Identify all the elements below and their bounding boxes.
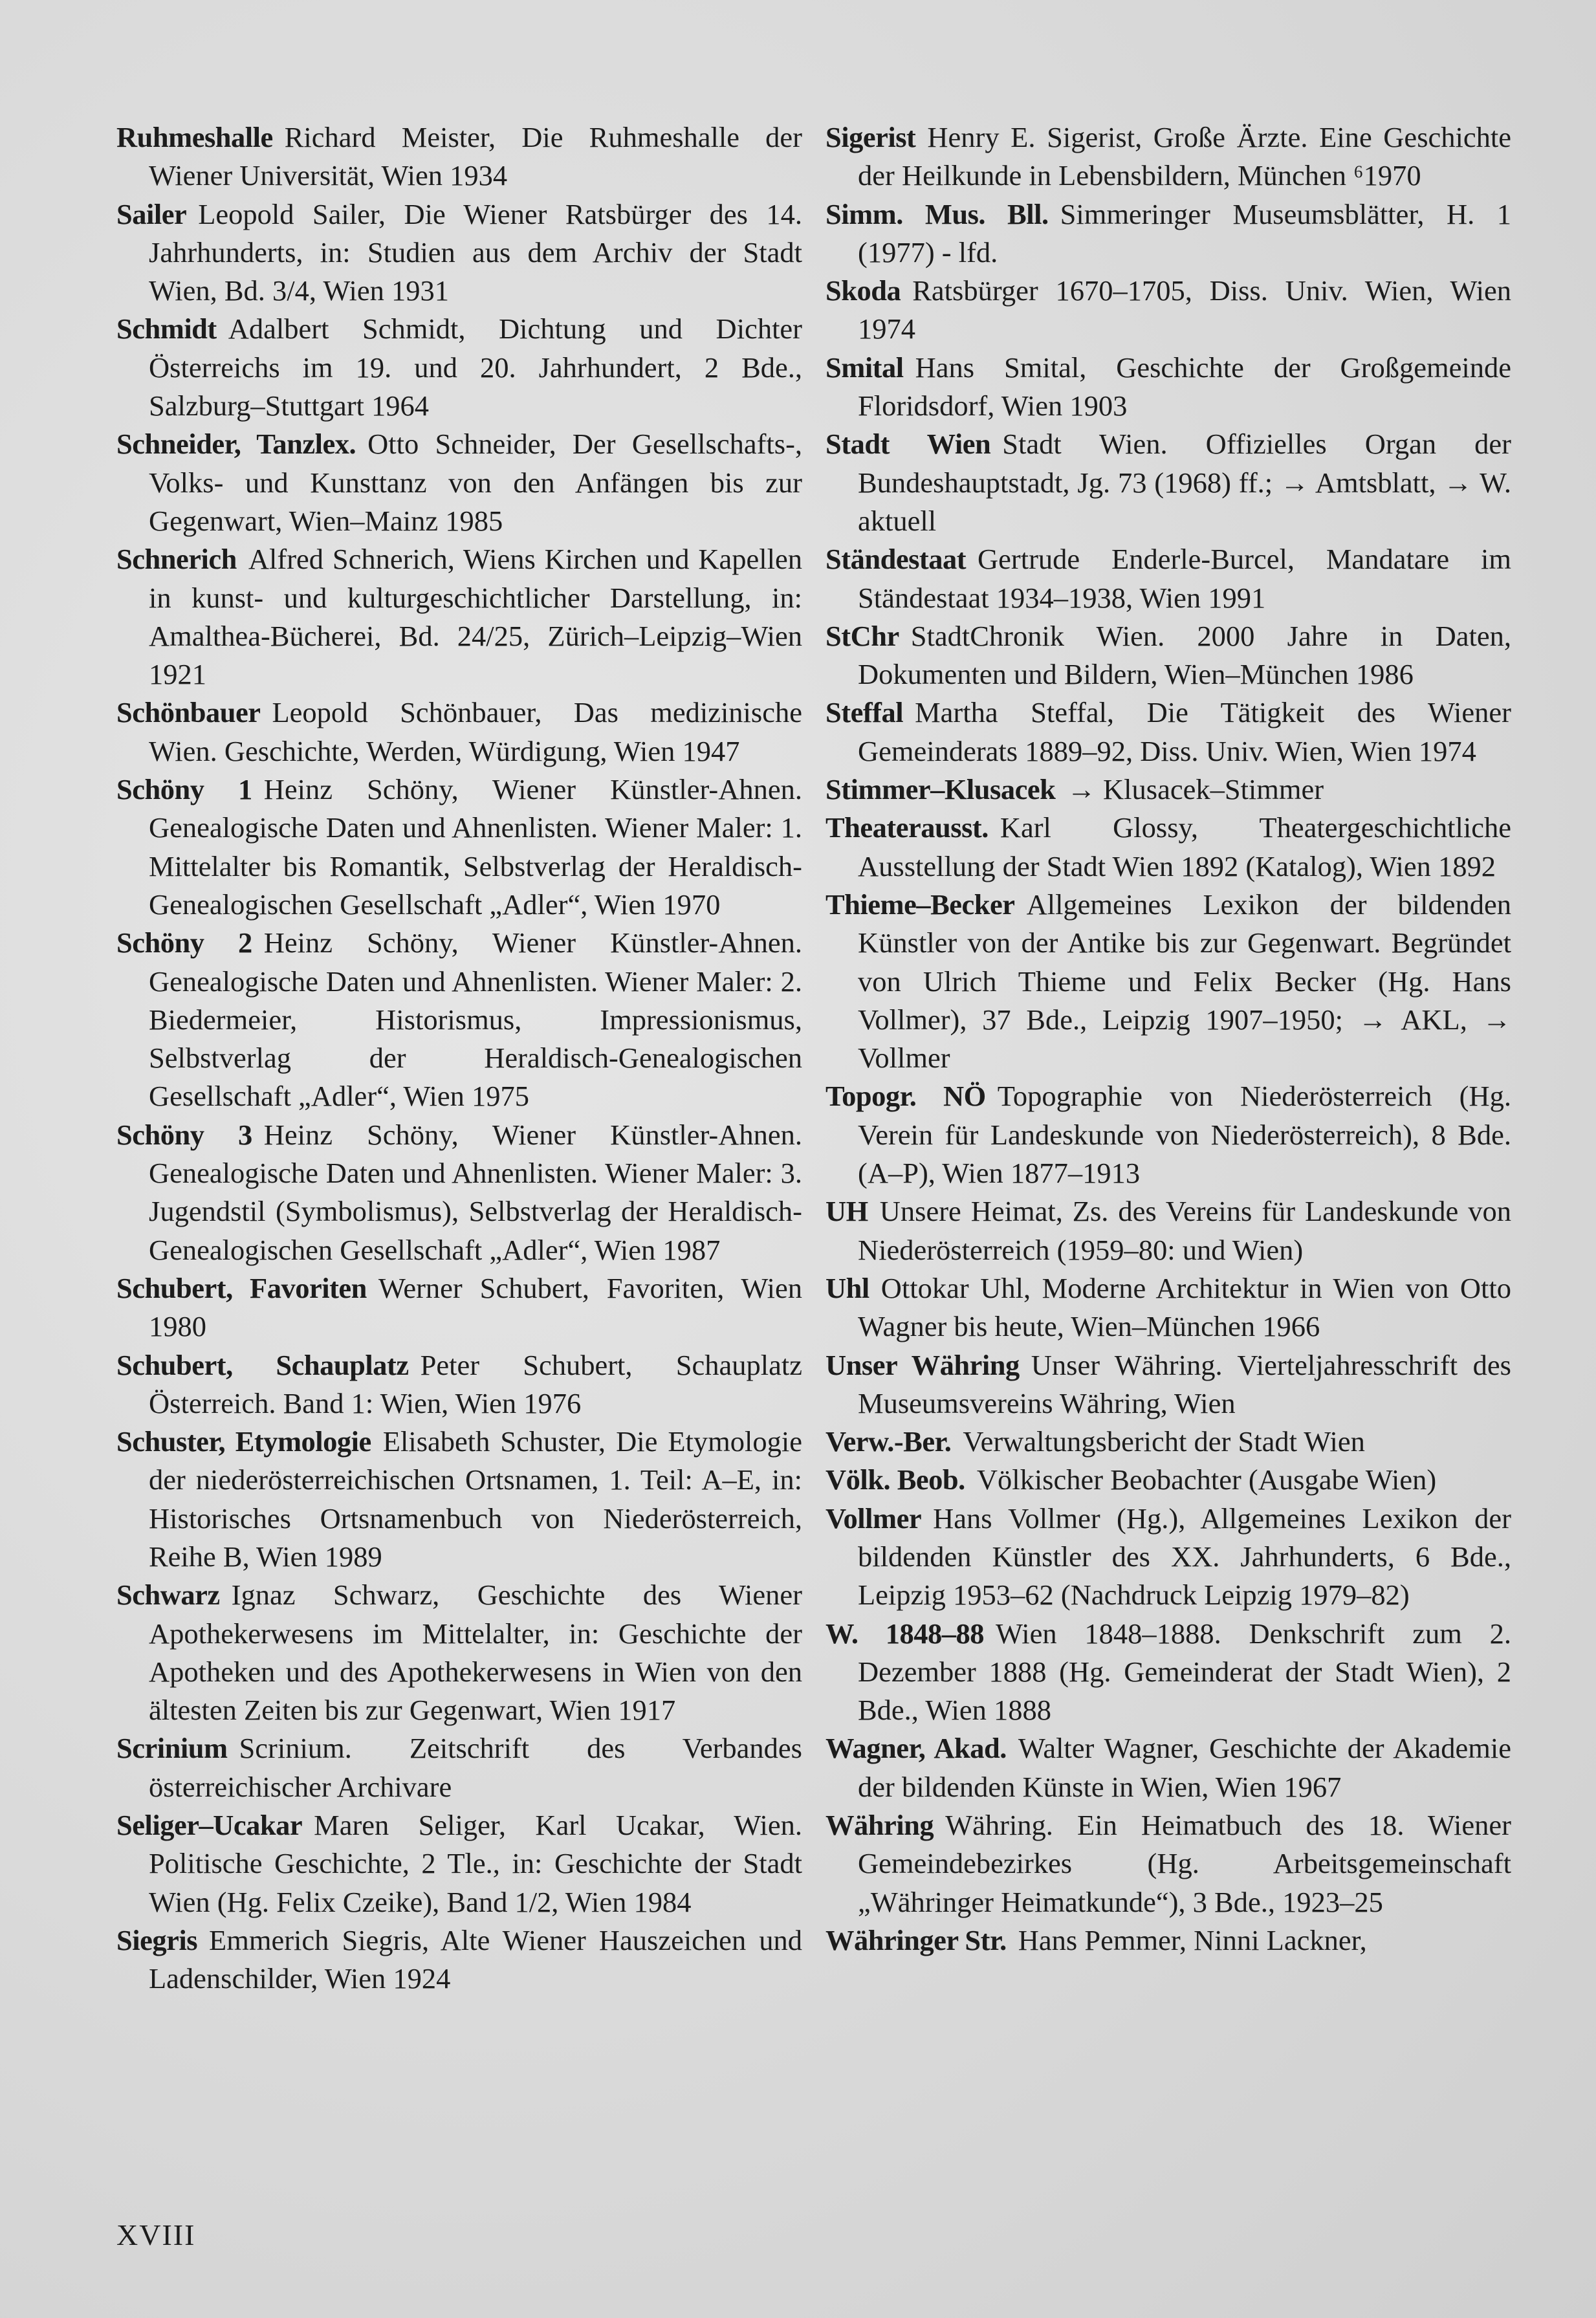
entry-text: Henry E. Sigerist, Große Ärzte. Eine Geschichte der Heilkunde in Lebensbildern, München ⁶1970: [858, 121, 1511, 192]
entry-abbreviation: Sigerist: [825, 121, 916, 153]
bibliography-entry: [825, 118, 1511, 195]
bibliography-entry: [825, 1423, 1511, 1461]
entry-text: Ottokar Uhl, Moderne Architektur in Wien von Otto Wagner bis heute, Wien–München 1966: [858, 1271, 1511, 1343]
entry-text: Elisabeth Schuster, Die Etymologie der niederösterreichischen Ortsnamen, 1. Teil: A–E, in: Historisches Ortsnamenbuch von Niederösterreich, Reihe B, Wien 1989: [149, 1425, 802, 1573]
bibliography-entry: [116, 1423, 802, 1576]
bibliography-entry: [116, 1116, 802, 1269]
bibliography-entry: [116, 118, 802, 195]
entry-text: Völkischer Beobachter (Ausgabe Wien): [976, 1463, 1437, 1496]
entry-text: Richard Meister, Die Ruhmeshalle der Wiener Universität, Wien 1934: [149, 121, 802, 192]
bibliography-entry: [116, 1921, 802, 1998]
bibliography-entry: [116, 924, 802, 1115]
entry-abbreviation: Scrinium: [116, 1732, 228, 1765]
entry-text: Unser Währing. Vierteljahresschrift des Museumsvereins Währing, Wien: [858, 1348, 1512, 1419]
entry-text: Unsere Heimat, Zs. des Vereins für Landeskunde von Niederösterreich (1959–80: und Wien): [858, 1195, 1511, 1266]
entry-text: StadtChronik Wien. 2000 Jahre in Daten, Dokumenten und Bildern, Wien–München 1986: [858, 619, 1511, 691]
entry-abbreviation: Währing: [825, 1809, 934, 1842]
entry-abbreviation: Wagner, Akad.: [825, 1732, 1007, 1765]
bibliography-entry: [825, 425, 1511, 540]
entry-abbreviation: Topogr. NÖ: [825, 1080, 986, 1113]
bibliography-entry: [825, 771, 1511, 809]
bibliography-entry: [825, 1346, 1511, 1423]
entry-text: Hans Smital, Geschichte der Großgemeinde Floridsdorf, Wien 1903: [858, 351, 1511, 422]
entry-abbreviation: W. 1848–88: [825, 1617, 985, 1650]
bibliography-entry: [825, 617, 1511, 694]
bibliography-entry: [825, 349, 1511, 426]
entry-abbreviation: Simm. Mus. Bll.: [825, 197, 1049, 230]
entry-text: Walter Wagner, Geschichte der Akademie der bildenden Künste in Wien, Wien 1967: [858, 1732, 1512, 1803]
entry-abbreviation: Schnerich: [116, 543, 237, 576]
bibliography-entry: [116, 694, 802, 771]
entry-abbreviation: Schöny 3: [116, 1118, 252, 1151]
entry-text: Währing. Ein Heimatbuch des 18. Wiener Gemeindebezirkes (Hg. Arbeitsgemeinschaft „Währinger Heimatkunde“), 3 Bde., 1923–25: [858, 1809, 1511, 1918]
entry-abbreviation: Schneider, Tanzlex.: [116, 428, 356, 461]
bibliography-entry: [825, 195, 1511, 272]
bibliography-entry: [825, 1729, 1511, 1806]
entry-abbreviation: StChr: [825, 619, 899, 652]
entry-abbreviation: UH: [825, 1195, 868, 1228]
entry-text: Emmerich Siegris, Alte Wiener Hauszeichen und Ladenschilder, Wien 1924: [149, 1923, 802, 1995]
entry-text: Maren Seliger, Karl Ucakar, Wien. Politische Geschichte, 2 Tle., in: Geschichte der Stadt Wien (Hg. Felix Czeike), Band 1/2, Wien 1984: [149, 1809, 802, 1918]
entry-text: Verwaltungsbericht der Stadt Wien: [963, 1425, 1365, 1458]
entry-abbreviation: Uhl: [825, 1271, 869, 1304]
bibliography-entry: [825, 1500, 1511, 1615]
entry-text: Allgemeines Lexikon der bildenden Künstler von der Antike bis zur Gegenwart. Begründet von Ulrich Thieme und Felix Becker (Hg. Hans Vollmer), 37 Bde., Leipzig 1907–1950; → AKL, → Vollmer: [858, 888, 1511, 1075]
entry-text: Otto Schneider, Der Gesellschafts-, Volks- und Kunsttanz von den Anfängen bis zur Gegenwart, Wien–Mainz 1985: [149, 428, 803, 537]
entry-abbreviation: Ruhmeshalle: [116, 121, 273, 153]
bibliography-entry: [116, 771, 802, 924]
bibliography-entry: [825, 1921, 1511, 1960]
entry-abbreviation: Verw.-Ber.: [825, 1425, 952, 1458]
bibliography-entry: [116, 1729, 802, 1806]
entry-abbreviation: Schubert, Favoriten: [116, 1271, 367, 1304]
entry-abbreviation: Schöny 2: [116, 926, 252, 959]
entry-text: Peter Schubert, Schauplatz Österreich. Band 1: Wien, Wien 1976: [149, 1348, 802, 1419]
entry-text: Heinz Schöny, Wiener Künstler-Ahnen. Genealogische Daten und Ahnenlisten. Wiener Maler: 1. Mittelalter bis Romantik, Selbstverlag der Heraldisch-Genealogischen Gesellschaft „Adler“, Wien 1970: [149, 773, 803, 921]
entry-text: Heinz Schöny, Wiener Künstler-Ahnen. Genealogische Daten und Ahnenlisten. Wiener Maler: 3. Jugendstil (Symbolismus), Selbstverlag der Heraldisch-Genealogischen Gesellschaft „Adler“, Wien 1987: [149, 1118, 803, 1266]
bibliography-entry: [116, 540, 802, 694]
entry-text: Martha Steffal, Die Tätigkeit des Wiener Gemeinderats 1889–92, Diss. Univ. Wien, Wien 1974: [858, 696, 1511, 767]
bibliography-entry: [825, 1806, 1511, 1921]
entry-text: → Klusacek–Stimmer: [1067, 773, 1324, 806]
entry-abbreviation: Theaterausst.: [825, 811, 989, 844]
entry-abbreviation: Stimmer–Klusacek: [825, 773, 1056, 806]
entry-abbreviation: Stadt Wien: [825, 428, 991, 461]
left-column: [116, 118, 802, 1998]
entry-abbreviation: Währinger Str.: [825, 1923, 1007, 1956]
bibliography-entry: [116, 1806, 802, 1921]
entry-text: Leopold Sailer, Die Wiener Ratsbürger des 14. Jahrhunderts, in: Studien aus dem Archiv der Stadt Wien, Bd. 3/4, Wien 1931: [149, 197, 802, 307]
entry-text: Topographie von Niederösterreich (Hg. Verein für Landeskunde von Niederösterreich), 8 Bde. (A–P), Wien 1877–1913: [858, 1080, 1511, 1190]
entry-text: Hans Pemmer, Ninni Lackner,: [1018, 1923, 1367, 1956]
entry-text: Wien 1848–1888. Denkschrift zum 2. Dezember 1888 (Hg. Gemeinderat der Stadt Wien), 2 Bde., Wien 1888: [858, 1617, 1511, 1727]
entry-abbreviation: Smital: [825, 351, 904, 384]
entry-text: Leopold Schönbauer, Das medizinische Wien. Geschichte, Werden, Würdigung, Wien 1947: [149, 696, 802, 767]
bibliography-entry: [825, 1269, 1511, 1346]
right-column: [825, 118, 1511, 1960]
entry-text: Karl Glossy, Theatergeschichtliche Ausstellung der Stadt Wien 1892 (Katalog), Wien 1892: [858, 811, 1511, 882]
entry-abbreviation: Schönbauer: [116, 696, 261, 729]
bibliography-entry: [825, 272, 1511, 349]
entry-text: Gertrude Enderle-Burcel, Mandatare im Ständestaat 1934–1938, Wien 1991: [858, 543, 1511, 614]
entry-abbreviation: Vollmer: [825, 1502, 922, 1535]
entry-abbreviation: Schmidt: [116, 312, 217, 345]
entry-abbreviation: Schöny 1: [116, 773, 252, 806]
entry-abbreviation: Steffal: [825, 696, 904, 729]
entry-text: Ratsbürger 1670–1705, Diss. Univ. Wien, Wien 1974: [858, 274, 1511, 345]
entry-abbreviation: Völk. Beob.: [825, 1463, 965, 1496]
entry-abbreviation: Sailer: [116, 197, 187, 230]
entry-text: Ignaz Schwarz, Geschichte des Wiener Apothekerwesens im Mittelalter, in: Geschichte der Apotheken und des Apothekerwesens in Wien von den ältesten Zeiten bis zur Gegenwart, Wien 1917: [149, 1579, 802, 1727]
bibliography-entry: [825, 886, 1511, 1077]
entry-abbreviation: Schuster, Etymologie: [116, 1425, 371, 1458]
entry-text: Alfred Schnerich, Wiens Kirchen und Kapellen in kunst- und kulturgeschichtlicher Darstellung, in: Amalthea-Bücherei, Bd. 24/25, Zürich–Leipzig–Wien 1921: [149, 543, 802, 691]
entry-text: Adalbert Schmidt, Dichtung und Dichter Österreichs im 19. und 20. Jahrhundert, 2 Bde., Salzburg–Stuttgart 1964: [149, 312, 802, 422]
entry-abbreviation: Thieme–Becker: [825, 888, 1015, 921]
bibliography-entry: [116, 1269, 802, 1346]
bibliography-entry: [825, 1192, 1511, 1269]
entry-abbreviation: Seliger–Ucakar: [116, 1809, 303, 1842]
bibliography-entry: [116, 195, 802, 311]
page-number: XVIII: [116, 2218, 196, 2251]
entry-abbreviation: Siegris: [116, 1923, 198, 1956]
entry-text: Werner Schubert, Favoriten, Wien 1980: [149, 1271, 803, 1343]
entry-abbreviation: Schwarz: [116, 1579, 220, 1612]
entry-text: Simmeringer Museumsblätter, H. 1 (1977) - lfd.: [858, 197, 1511, 268]
entry-text: Scrinium. Zeitschrift des Verbandes österreichischer Archivare: [149, 1732, 802, 1803]
bibliography-entry: [825, 809, 1511, 886]
bibliography-entry: [116, 310, 802, 425]
entry-text: Heinz Schöny, Wiener Künstler-Ahnen. Genealogische Daten und Ahnenlisten. Wiener Maler: 2. Biedermeier, Historismus, Impressionismus, Selbstverlag der Heraldisch-Genealogischen Gesellschaft „Adler“, Wien 1975: [149, 926, 803, 1113]
entry-abbreviation: Unser Währing: [825, 1348, 1020, 1381]
bibliography-entry: [116, 425, 802, 540]
entry-text: Hans Vollmer (Hg.), Allgemeines Lexikon der bildenden Künstler des XX. Jahrhunderts, 6 Bde., Leipzig 1953–62 (Nachdruck Leipzig 1979–82): [858, 1502, 1511, 1612]
bibliography-entry: [825, 1077, 1511, 1192]
bibliography-entry: [116, 1346, 802, 1423]
entry-text: Stadt Wien. Offizielles Organ der Bundeshauptstadt, Jg. 73 (1968) ff.; → Amtsblatt, → W. aktuell: [858, 428, 1511, 537]
bibliography-entry: [116, 1576, 802, 1729]
entry-abbreviation: Ständestaat: [825, 543, 967, 576]
entry-abbreviation: Schubert, Schauplatz: [116, 1348, 409, 1381]
entry-abbreviation: Skoda: [825, 274, 901, 307]
bibliography-entry: [825, 1461, 1511, 1499]
bibliography-entry: [825, 540, 1511, 617]
bibliography-entry: [825, 1615, 1511, 1730]
bibliography-entry: [825, 694, 1511, 771]
